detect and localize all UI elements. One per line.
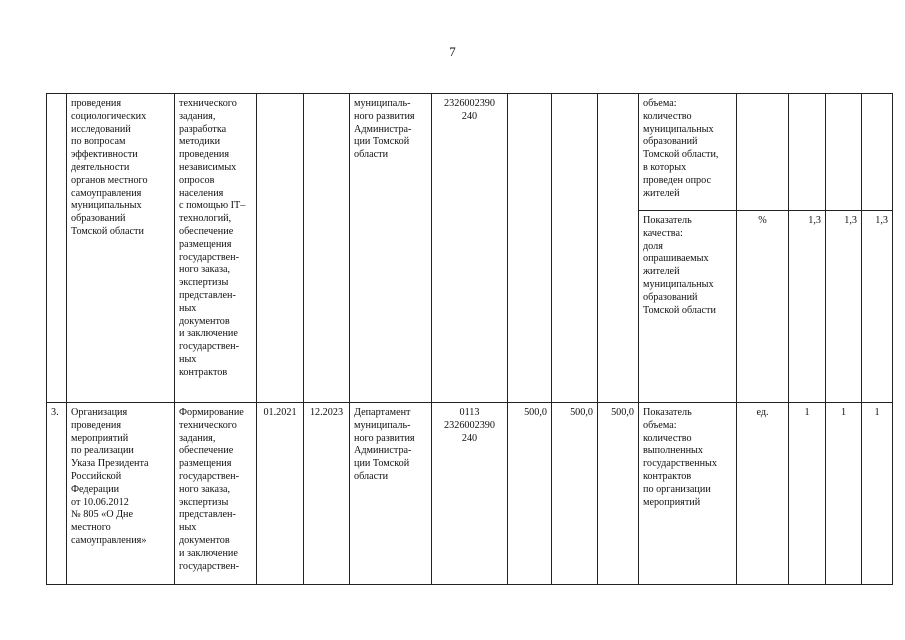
indicator-name-cell: Показатель качества: доля опрашиваемых жителей муниципальных образований Томской области [639,211,737,403]
indicator-value1-cell: 1,3 [789,211,826,403]
indicator-value2-cell: 1,3 [826,211,862,403]
kbk-cell: 2326002390 240 [432,94,508,403]
funding-year2-cell: 500,0 [552,403,598,585]
funding-year2-cell [552,94,598,403]
indicator-name-cell: Показатель объема: количество выполненных государственных контрактов по организации мероприятий [639,403,737,585]
indicator-value3-cell [862,94,893,211]
executor-cell: Департамент муниципаль- ного развития Администра- ции Томской области [350,403,432,585]
start-date-cell: 01.2021 [257,403,304,585]
indicator-value2-cell: 1 [826,403,862,585]
program-table [46,93,893,585]
funding-year3-cell [598,94,639,403]
end-date-cell [304,94,350,403]
funding-year1-cell: 500,0 [508,403,552,585]
table-row [47,94,893,211]
event-name-cell: Организация проведения мероприятий по реализации Указа Президента Российской Федерации от 10.06.2012 № 805 «О Дне местного самоуправления» [67,403,175,585]
indicator-unit-cell [737,94,789,211]
indicator-unit-cell: % [737,211,789,403]
kbk-cell: 0113 2326002390 240 [432,403,508,585]
event-content-cell: технического задания, разработка методики проведения независимых опросов населения с помощью IT– технологий, обеспечение размещения государствен- ного заказа, экспертизы представлен- ных документов и заключение государствен- ных контрактов [175,94,257,403]
indicator-value1-cell [789,94,826,211]
end-date-cell: 12.2023 [304,403,350,585]
funding-year1-cell [508,94,552,403]
indicator-name-cell: объема: количество муниципальных образований Томской области, в которых проведен опрос жителей [639,94,737,211]
funding-year3-cell: 500,0 [598,403,639,585]
table-row [47,403,893,585]
event-content-cell: Формирование технического задания, обеспечение размещения государствен- ного заказа, экспертизы представлен- ных документов и заключение государствен- [175,403,257,585]
indicator-unit-cell: ед. [737,403,789,585]
event-name-cell: проведения социологических исследований по вопросам эффективности деятельности органов местного самоуправления муниципальных образований Томской области [67,94,175,403]
indicator-value3-cell: 1,3 [862,211,893,403]
indicator-value2-cell [826,94,862,211]
indicator-value1-cell: 1 [789,403,826,585]
page-number: 7 [449,44,456,59]
row-number-cell [47,94,67,403]
indicator-value3-cell: 1 [862,403,893,585]
row-number-cell: 3. [47,403,67,585]
executor-cell: муниципаль- ного развития Администра- ции Томской области [350,94,432,403]
start-date-cell [257,94,304,403]
